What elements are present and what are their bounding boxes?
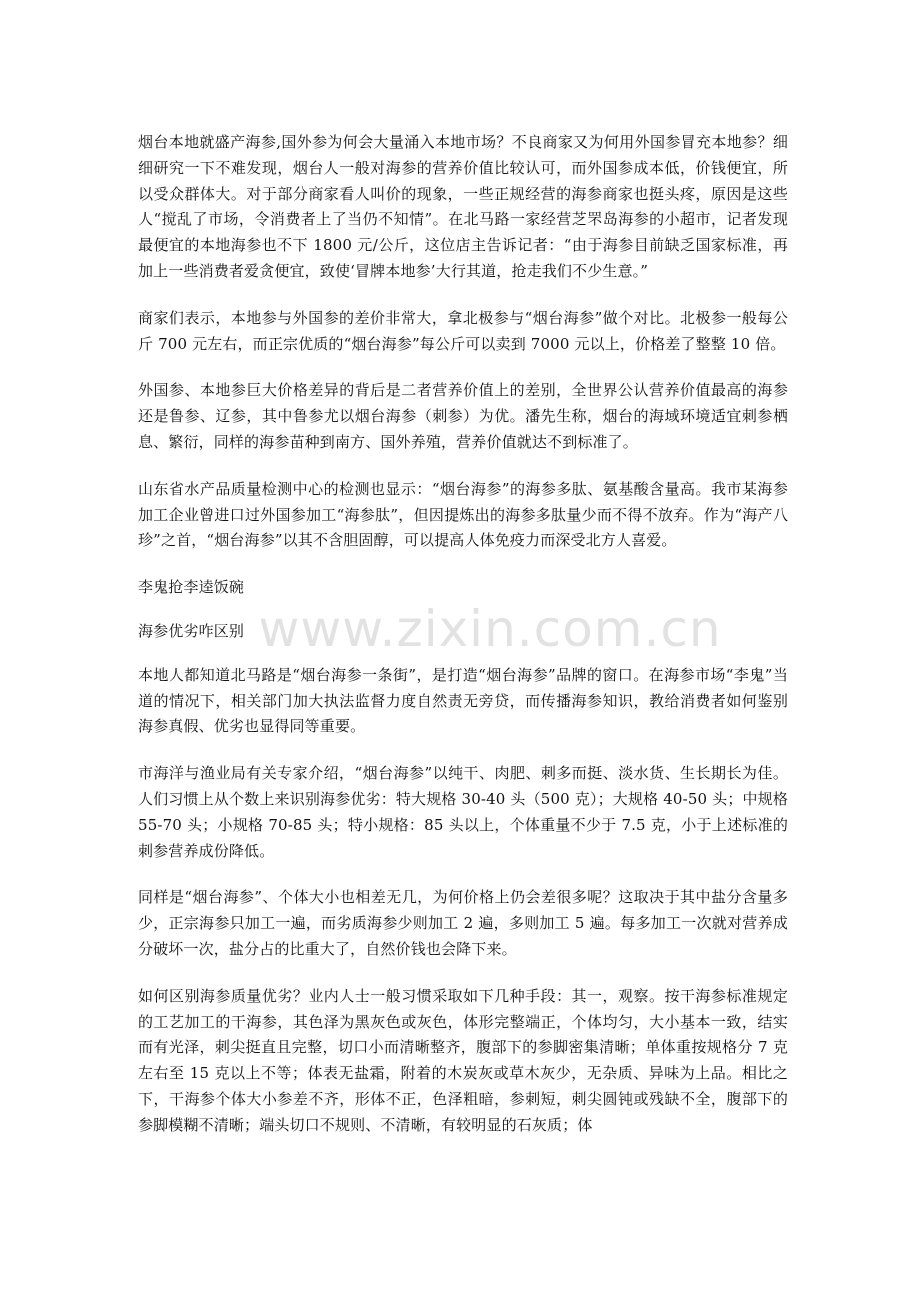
document-body — [138, 130, 788, 1160]
paragraph-identification: 如何区别海参质量优劣？业内人士一般习惯采取如下几种手段：其一，观察。按干海参标准规定的工艺加工的干海参，其色泽为黑灰色或灰色，体形完整端正，个体均匀，大小基本一致，结实而有光泽，刺尖挺直且完整，切口小而清晰整齐，腹部下的参脚密集清晰；单体重按规格分 7 克左右至 15 克以上不等；体表无盐霜，附着的木炭灰或草木灰少，无杂质、异味为上品。相比之下，干海参个体大小参差不齐，形体不正，色泽粗暗，参刺短，刺尖圆钝或残缺不全，腹部下的参脚模糊不清晰；端头切口不规则、不清晰，有较明显的石灰质；体 — [138, 986, 788, 1134]
section-heading-quality: 海参优劣咋区别 — [138, 621, 245, 640]
paragraph-testing: 山东省水产品质量检测中心的检测也显示：“烟台海参”的海参多肽、氨基酸含量高。我市某海参加工企业曾进口过外国参加工“海参肽”，但因提炼出的海参多肽量少而不得不放弃。作为“海产八珍”之首，“烟台海参”以其不含胆固醇，可以提高人体免疫力而深受北方人喜爱。 — [138, 479, 788, 550]
paragraph-salt: 同样是“烟台海参”、个体大小也相差无几，为何价格上仍会差很多呢？这取决于其中盐分含量多少，正宗海参只加工一遍，而劣质海参少则加工 2 遍，多则加工 5 遍。每多加工一次就对营养成分破坏一次，盐分占的比重大了，自然价钱也会降下来。 — [138, 888, 788, 958]
section-heading-fake: 李鬼抢李逵饭碗 — [138, 578, 245, 597]
paragraph-intro: 烟台本地就盛产海参,国外参为何会大量涌入本地市场？不良商家又为何用外国参冒充本地参？细细研究一下不难发现，烟台人一般对海参的营养价值比较认可，而外国参成本低，价钱便宜，所以受众群体大。对于部分商家看人叫价的现象，一些正规经营的海参商家也挺头疼，原因是这些人“搅乱了市场，令消费者上了当仍不知情”。在北马路一家经营芝罘岛海参的小超市，记者发现最便宜的本地海参也不下 1800 元/公斤，这位店主告诉记者：“由于海参目前缺乏国家标准，再加上一些消费者爱贪便宜，致使‘冒牌本地参’大行其道，抢走我们不少生意。” — [138, 133, 788, 280]
watermark: www.zixin.com.cn — [258, 600, 722, 658]
paragraph-nutrition: 外国参、本地参巨大价格差异的背后是二者营养价值上的差别，全世界公认营养价值最高的海参还是鲁参、辽参，其中鲁参尤以烟台海参（刺参）为优。潘先生称，烟台的海域环境适宜刺参栖息、繁衍，同样的海参苗种到南方、国外养殖，营养价值就达不到标准了。 — [138, 381, 788, 451]
paragraph-market: 本地人都知道北马路是“烟台海参一条街”，是打造“烟台海参”品牌的窗口。在海参市场“李鬼”当道的情况下，相关部门加大执法监督力度自然责无旁贷，而传播海参知识，教给消费者如何鉴别海参真假、优劣也显得同等重要。 — [138, 665, 788, 736]
paragraph-price-comparison: 商家们表示，本地参与外国参的差价非常大，拿北极参与“烟台海参”做个对比。北极参一般每公斤 700 元左右，而正宗优质的“烟台海参”每公斤可以卖到 7000 元以上，价格差了整整 10 倍。 — [138, 308, 788, 353]
paragraph-specs: 市海洋与渔业局有关专家介绍，“烟台海参”以纯干、肉肥、刺多而挺、淡水货、生长期长为佳。人们习惯上从个数上来识别海参优劣：特大规格 30-40 头（500 克）；大规格 40-50 头；中规格 55-70 头；小规格 70-85 头；特小规格：85 头以上，个体重量不少于 7.5 克，小于上述标准的刺参营养成份降低。 — [138, 764, 788, 860]
